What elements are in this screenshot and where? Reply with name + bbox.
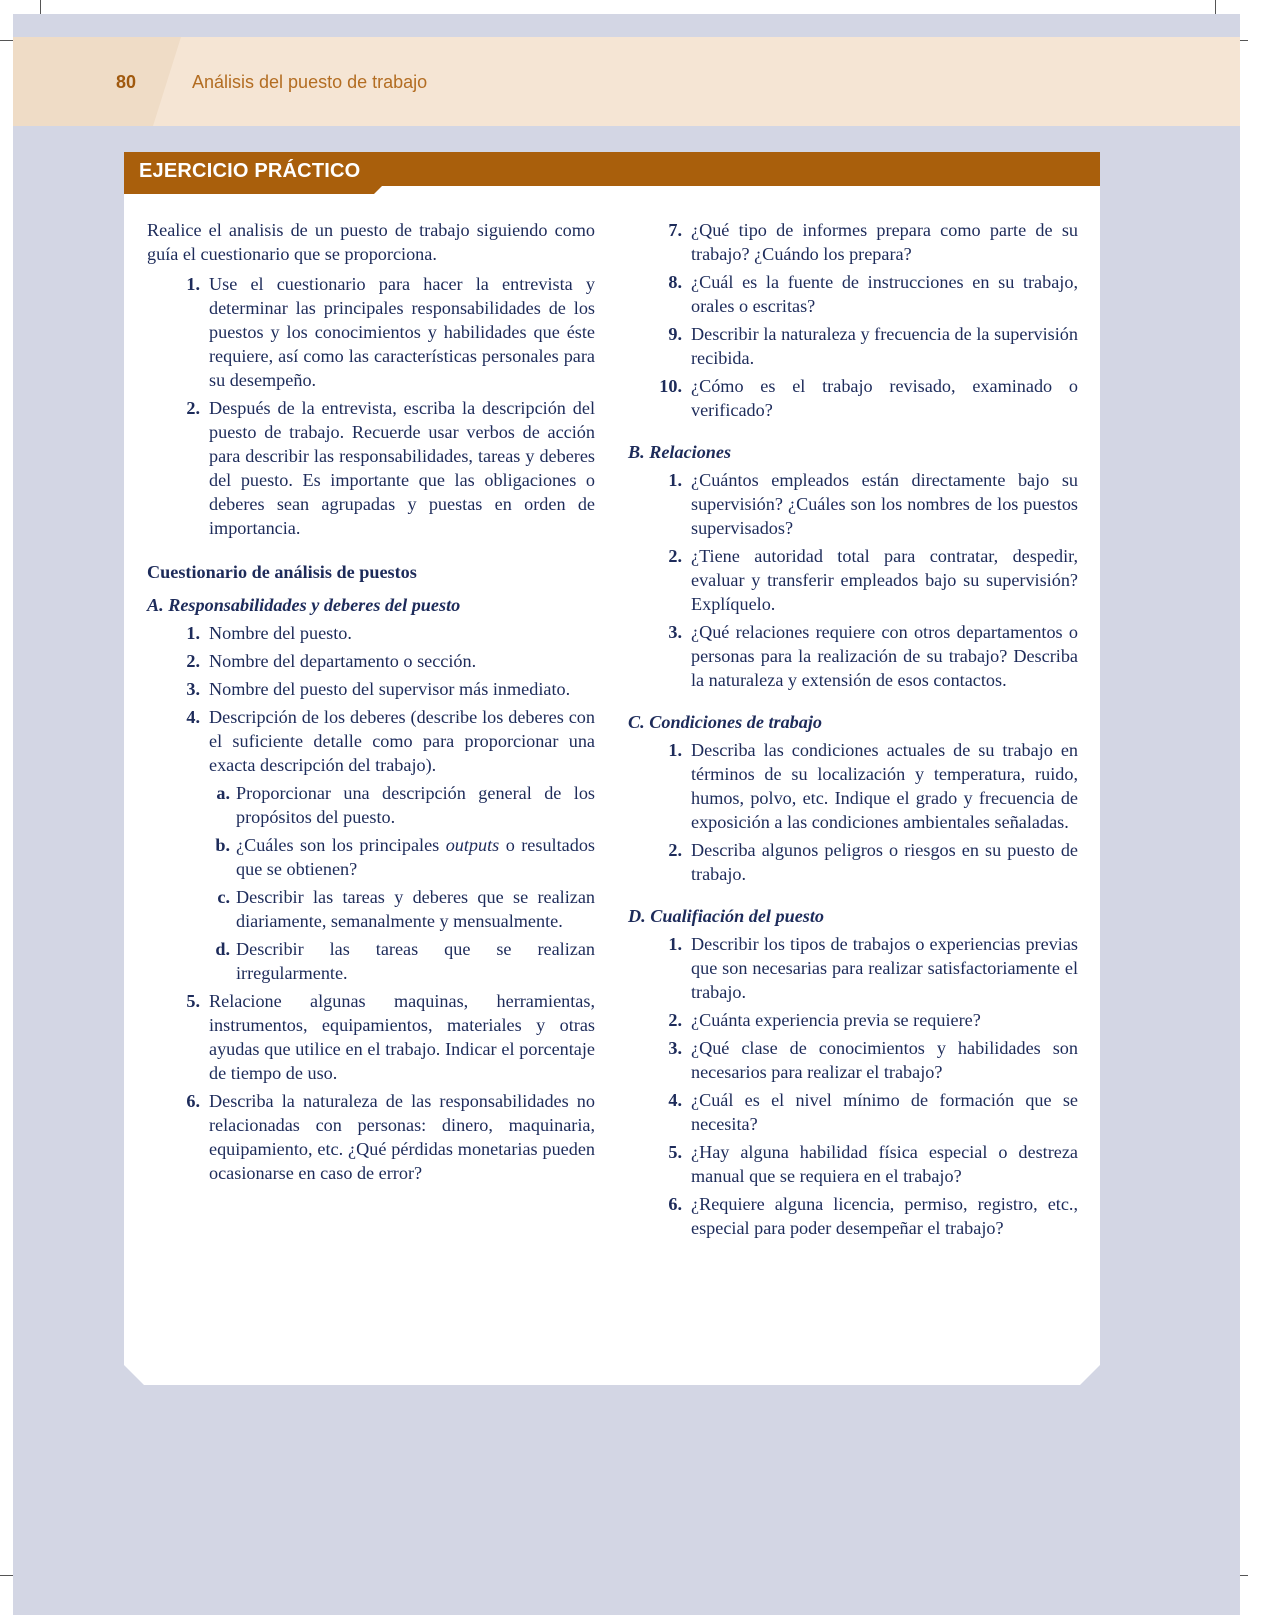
item-number: 4. xyxy=(668,1090,682,1110)
step-text: Use el cuestionario para hacer la entrevista y determinar las principales responsabilidades de los puestos y los conocimientos y habilidades que éste requiere, así como las características personales para su desempeño. xyxy=(209,274,595,390)
item-number: 2. xyxy=(668,840,682,860)
sub-item-text-end: o resultados que se obtienen? xyxy=(236,835,595,879)
list-item xyxy=(643,374,1078,422)
item-text: Describa la naturaleza de las responsabilidades no relacionadas con personas: dinero, maquinaria, equipamiento, etc. ¿Qué pérdidas monetarias pueden ocasionarse en caso de error? xyxy=(209,1091,595,1183)
item-number: 2. xyxy=(668,1010,682,1030)
item-text: Relacione algunas maquinas, herramientas, instrumentos, equipamientos, materiales y otras ayudas que utilice en el trabajo. Indicar el porcentaje de tiempo de uso. xyxy=(209,991,595,1083)
left-column xyxy=(147,218,595,1185)
step-item xyxy=(177,396,595,540)
sub-item xyxy=(208,885,595,933)
item-text: ¿Cuál es la fuente de instrucciones en su trabajo, orales o escritas? xyxy=(691,272,1078,316)
list-item xyxy=(643,1036,1078,1084)
item-text: ¿Requiere alguna licencia, permiso, registro, etc., especial para poder desempeñar el trabajo? xyxy=(691,1194,1078,1238)
item-number: 4. xyxy=(186,707,200,727)
item-text: ¿Cuánta experiencia previa se requiere? xyxy=(691,1010,981,1030)
list-item xyxy=(177,649,595,673)
item-text: Nombre del puesto del supervisor más inmediato. xyxy=(209,679,571,699)
sub-item-text: Proporcionar una descripción general de los propósitos del puesto. xyxy=(236,783,595,827)
item-number: 3. xyxy=(668,1038,682,1058)
item-text: Descripción de los deberes (describe los deberes con el suficiente detalle como para proporcionar una exacta descripción del trabajo). xyxy=(209,707,595,775)
list-item xyxy=(643,270,1078,318)
item-number: 2. xyxy=(668,546,682,566)
item-number: 2. xyxy=(186,651,200,671)
item-text: ¿Cuál es el nivel mínimo de formación que se necesita? xyxy=(691,1090,1078,1134)
item-number: 3. xyxy=(668,622,682,642)
list-item xyxy=(177,989,595,1085)
item-text: ¿Hay alguna habilidad física especial o destreza manual que se requiera en el trabajo? xyxy=(691,1142,1078,1186)
section-d-title: D. Cualifiación del puesto xyxy=(628,906,825,926)
right-column xyxy=(628,218,1078,1240)
item-text: ¿Qué tipo de informes prepara como parte de su trabajo? ¿Cuándo los prepara? xyxy=(691,220,1078,264)
item-number: 1. xyxy=(668,470,682,490)
sub-item-letter: a. xyxy=(216,783,230,803)
list-item xyxy=(643,838,1078,886)
item-text: Nombre del puesto. xyxy=(209,623,352,643)
item-number: 6. xyxy=(668,1194,682,1214)
item-number: 5. xyxy=(668,1142,682,1162)
sub-item-letter: b. xyxy=(215,835,230,855)
list-item xyxy=(643,1088,1078,1136)
item-text: Describa las condiciones actuales de su trabajo en términos de su localización y temperatura, ruido, humos, polvo, etc. Indique el grado y frecuencia de exposición a las condiciones ambientales señaladas. xyxy=(691,740,1078,832)
item-number: 1. xyxy=(186,623,200,643)
item-number: 7. xyxy=(668,220,682,240)
sub-item-text: Describir las tareas que se realizan irregularmente. xyxy=(236,939,595,983)
section-b-title: B. Relaciones xyxy=(628,442,732,462)
item-text: ¿Tiene autoridad total para contratar, despedir, evaluar y transferir empleados bajo su supervisión? Explíquelo. xyxy=(691,546,1078,614)
exercise-title: EJERCICIO PRÁCTICO xyxy=(139,160,361,182)
step-number: 1. xyxy=(186,274,200,294)
list-item xyxy=(643,1192,1078,1240)
list-item xyxy=(643,1140,1078,1188)
item-text: Nombre del departamento o sección. xyxy=(209,651,477,671)
section-a-title: A. Responsabilidades y deberes del puesto xyxy=(147,595,461,615)
list-item xyxy=(177,677,595,701)
sub-item xyxy=(208,781,595,829)
list-item xyxy=(643,738,1078,834)
list-item xyxy=(643,322,1078,370)
list-item xyxy=(643,468,1078,540)
sub-item xyxy=(208,937,595,985)
list-item xyxy=(643,218,1078,266)
list-item xyxy=(643,544,1078,616)
step-text: Después de la entrevista, escriba la descripción del puesto de trabajo. Recuerde usar verbos de acción para describir las responsabilidades, tareas y deberes del puesto. Es importante que las obligaciones o deberes sean agrupadas y puestas en orden de importancia. xyxy=(209,398,595,538)
item-number: 1. xyxy=(668,934,682,954)
item-text: Describir la naturaleza y frecuencia de la supervisión recibida. xyxy=(691,324,1078,368)
sub-item-text xyxy=(236,833,595,881)
questionnaire-title: Cuestionario de análisis de puestos xyxy=(147,562,417,582)
step-number: 2. xyxy=(186,398,200,418)
item-text: ¿Cuántos empleados están directamente bajo su supervisión? ¿Cuáles son los nombres de los puestos supervisados? xyxy=(691,470,1078,538)
outputs-term: outputs xyxy=(445,835,500,855)
item-number: 10. xyxy=(659,376,682,396)
list-item xyxy=(177,1089,595,1185)
running-title: Análisis del puesto de trabajo xyxy=(192,72,428,92)
item-text: ¿Qué relaciones requiere con otros departamentos o personas para la realización de su trabajo? Describa la naturaleza y extensión de esos contactos. xyxy=(691,622,1078,690)
list-item xyxy=(177,705,595,777)
item-text: Describir los tipos de trabajos o experiencias previas que son necesarias para realizar satisfactoriamente el trabajo. xyxy=(691,934,1078,1002)
item-number: 6. xyxy=(186,1091,200,1111)
item-text: ¿Cómo es el trabajo revisado, examinado o verificado? xyxy=(691,376,1078,420)
sub-item-text-start: ¿Cuáles son los principales xyxy=(236,835,446,855)
sub-item-text: Describir las tareas y deberes que se realizan diariamente, semanalmente y mensualmente. xyxy=(236,887,595,931)
step-item xyxy=(177,272,595,392)
list-item xyxy=(643,1008,1078,1032)
intro-paragraph: Realice el analisis de un puesto de trabajo siguiendo como guía el cuestionario que se proporciona. xyxy=(147,220,595,264)
item-number: 1. xyxy=(668,740,682,760)
item-number: 3. xyxy=(186,679,200,699)
item-number: 8. xyxy=(668,272,682,292)
sub-item-letter: d. xyxy=(215,939,230,959)
sub-item xyxy=(208,833,595,881)
list-item xyxy=(643,620,1078,692)
list-item xyxy=(643,932,1078,1004)
list-item xyxy=(177,621,595,645)
sub-item-letter: c. xyxy=(217,887,230,907)
item-text: ¿Qué clase de conocimientos y habilidades son necesarios para realizar el trabajo? xyxy=(691,1038,1078,1082)
item-number: 9. xyxy=(668,324,682,344)
item-number: 5. xyxy=(186,991,200,1011)
item-text: Describa algunos peligros o riesgos en su puesto de trabajo. xyxy=(691,840,1078,884)
section-c-title: C. Condiciones de trabajo xyxy=(628,712,823,732)
page-number: 80 xyxy=(116,72,137,92)
